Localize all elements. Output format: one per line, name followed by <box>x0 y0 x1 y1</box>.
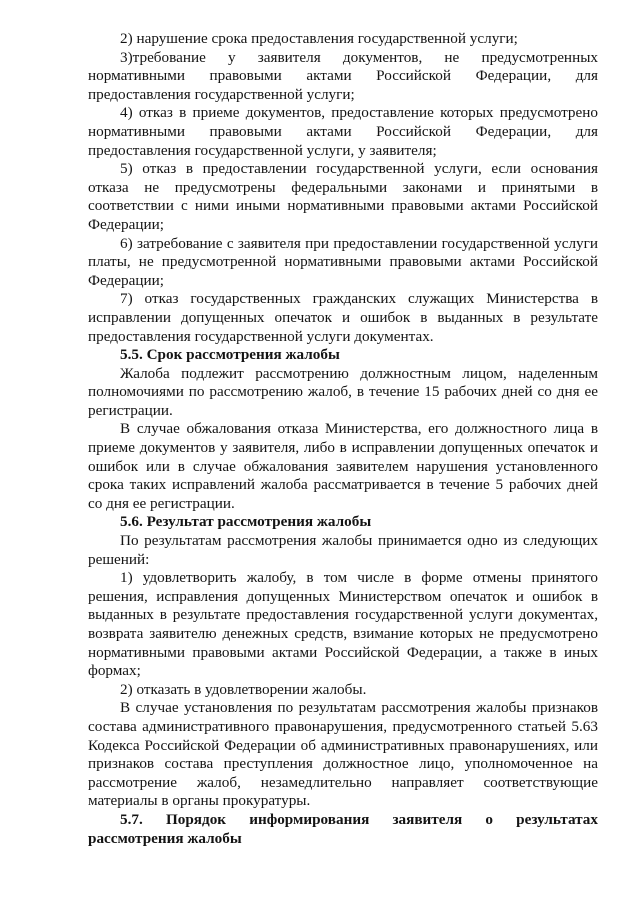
list-item: 3)требование у заявителя документов, не предусмотренных нормативными правовыми актами Российской Федерации, для предоставления государственной услуги; <box>88 48 598 103</box>
list-item: 2) отказать в удовлетворении жалобы. <box>120 680 367 698</box>
list-item: 2) нарушение срока предоставления государственной услуги; <box>120 30 518 47</box>
body-paragraph: В случае установления по результатам рассмотрения жалобы признаков состава административного правонарушения, предусмотренного статьей 5.63 Кодекса Российской Федерации об административных правонарушениях, или признаков состава преступления должностное лицо, уполномоченное на рассмотрение жалоб, незамедлительно направляет соответствующие материалы в органы прокуратуры. <box>88 699 598 810</box>
section-heading: 5.6. Результат рассмотрения жалобы <box>120 513 372 531</box>
list-item: 7) отказ государственных гражданских служащих Министерства в исправлении допущенных опечаток и ошибок в выданных в результате предоставления государственной услуги документах. <box>88 290 598 345</box>
section-heading: 5.5. Срок рассмотрения жалобы <box>120 346 340 364</box>
body-paragraph: Жалоба подлежит рассмотрению должностным лицом, наделенным полномочиями по рассмотрению жалоб, в течение 15 рабочих дней со дня ее регистрации. <box>88 364 598 419</box>
list-item: 4) отказ в приеме документов, предоставление которых предусмотрено нормативными правовыми актами Российской Федерации, для предоставления государственной услуги, у заявителя; <box>88 104 598 159</box>
list-item: 1) удовлетворить жалобу, в том числе в форме отмены принятого решения, исправления допущенных Министерством опечаток и ошибок в выданных в результате предоставления государственной услуги документах, возврата заявителю денежных средств, взимание которых не предусмотрено нормативными правовыми актами Российской Федерации, а также в иных формах; <box>88 569 598 680</box>
document-page <box>88 30 598 848</box>
body-paragraph: По результатам рассмотрения жалобы принимается одно из следующих решений: <box>88 532 598 568</box>
list-item: 6) затребование с заявителя при предоставлении государственной услуги платы, не предусмотренной нормативными правовыми актами Российской Федерации; <box>88 234 598 289</box>
list-item: 5) отказ в предоставлении государственной услуги, если основания отказа не предусмотрены федеральными законами и принятыми в соответствии с ними иными нормативными правовыми актами Российской Федерации; <box>88 160 598 233</box>
section-heading: 5.7. Порядок информирования заявителя о результатах рассмотрения жалобы <box>88 810 598 847</box>
body-paragraph: В случае обжалования отказа Министерства, его должностного лица в приеме документов у заявителя, либо в исправлении допущенных опечаток и ошибок или в случае обжалования заявителем нарушения установленного срока таких исправлений жалоба рассматривается в течение 5 рабочих дней со дня ее регистрации. <box>88 420 598 512</box>
